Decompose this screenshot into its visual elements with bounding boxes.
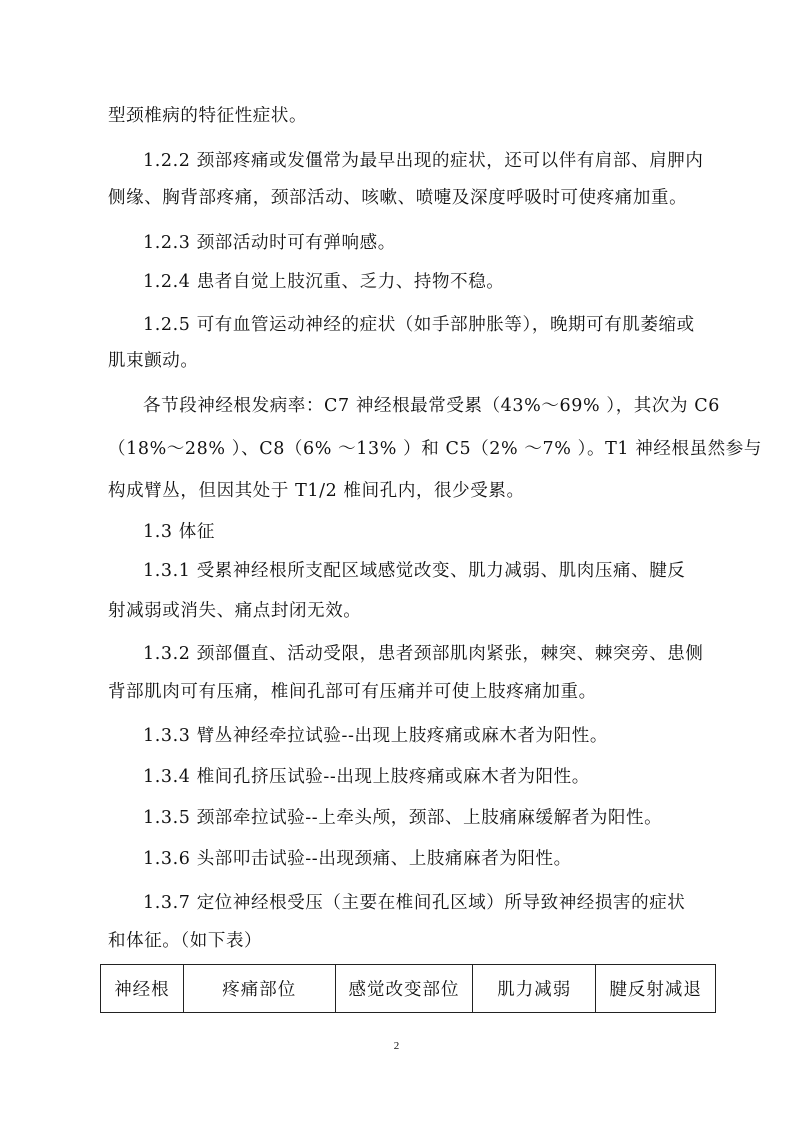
paragraph-line: 1.2.2 颈部疼痛或发僵常为最早出现的症状，还可以伴有肩部、肩胛内 (143, 151, 704, 171)
page-number: 2 (393, 1040, 400, 1052)
table-header-cell: 腱反射减退 (596, 965, 716, 1013)
paragraph-line: 射减弱或消失、痛点封闭无效。 (108, 601, 362, 621)
paragraph-line: 1.3.4 椎间孔挤压试验--出现上肢疼痛或麻木者为阳性。 (143, 767, 590, 787)
paragraph-line: 肌束颤动。 (108, 351, 199, 371)
table-header-cell: 感觉改变部位 (335, 965, 473, 1013)
paragraph-line: 1.3.1 受累神经根所支配区域感觉改变、肌力减弱、肌肉压痛、腱反 (143, 561, 686, 581)
nerve-root-table (100, 964, 716, 1013)
paragraph-line: 型颈椎病的特征性症状。 (108, 106, 308, 126)
table-header-cell: 肌力减弱 (473, 965, 596, 1013)
paragraph-line: 1.2.4 患者自觉上肢沉重、乏力、持物不稳。 (143, 272, 505, 292)
paragraph-line: 1.3.6 头部叩击试验--出现颈痛、上肢痛麻者为阳性。 (143, 849, 572, 869)
paragraph-line: 构成臂丛，但因其处于 T1/2 椎间孔内，很少受累。 (108, 481, 525, 501)
paragraph-line: 背部肌肉可有压痛，椎间孔部可有压痛并可使上肢疼痛加重。 (108, 682, 597, 702)
paragraph-line: 侧缘、胸背部疼痛，颈部活动、咳嗽、喷嚏及深度呼吸时可使疼痛加重。 (108, 188, 688, 208)
paragraph-line: 1.2.3 颈部活动时可有弹响感。 (143, 233, 396, 253)
table-header-row (101, 965, 716, 1013)
table-header-cell: 疼痛部位 (183, 965, 335, 1013)
paragraph-line: 和体征。（如下表） (108, 931, 263, 951)
paragraph-line: 1.3.3 臂丛神经牵拉试验--出现上肢疼痛或麻木者为阳性。 (143, 726, 608, 746)
paragraph-line: （18%～28% ）、C8（6% ～13% ）和 C5（2% ～7% ）。T1 神经根虽然参与 (108, 439, 762, 459)
paragraph-line: 1.2.5 可有血管运动神经的症状（如手部肿胀等），晚期可有肌萎缩或 (143, 315, 695, 335)
section-heading: 1.3 体征 (143, 522, 215, 542)
paragraph-line: 1.3.7 定位神经根受压（主要在椎间孔区域）所导致神经损害的症状 (143, 893, 686, 913)
paragraph-line: 1.3.5 颈部牵拉试验--上牵头颅，颈部、上肢痛麻缓解者为阳性。 (143, 808, 663, 828)
paragraph-line: 1.3.2 颈部僵直、活动受限，患者颈部肌肉紧张，棘突、棘突旁、患侧 (143, 644, 704, 664)
table-header-cell: 神经根 (101, 965, 184, 1013)
paragraph-line: 各节段神经根发病率：C7 神经根最常受累（43%～69% ），其次为 C6 (143, 396, 720, 416)
